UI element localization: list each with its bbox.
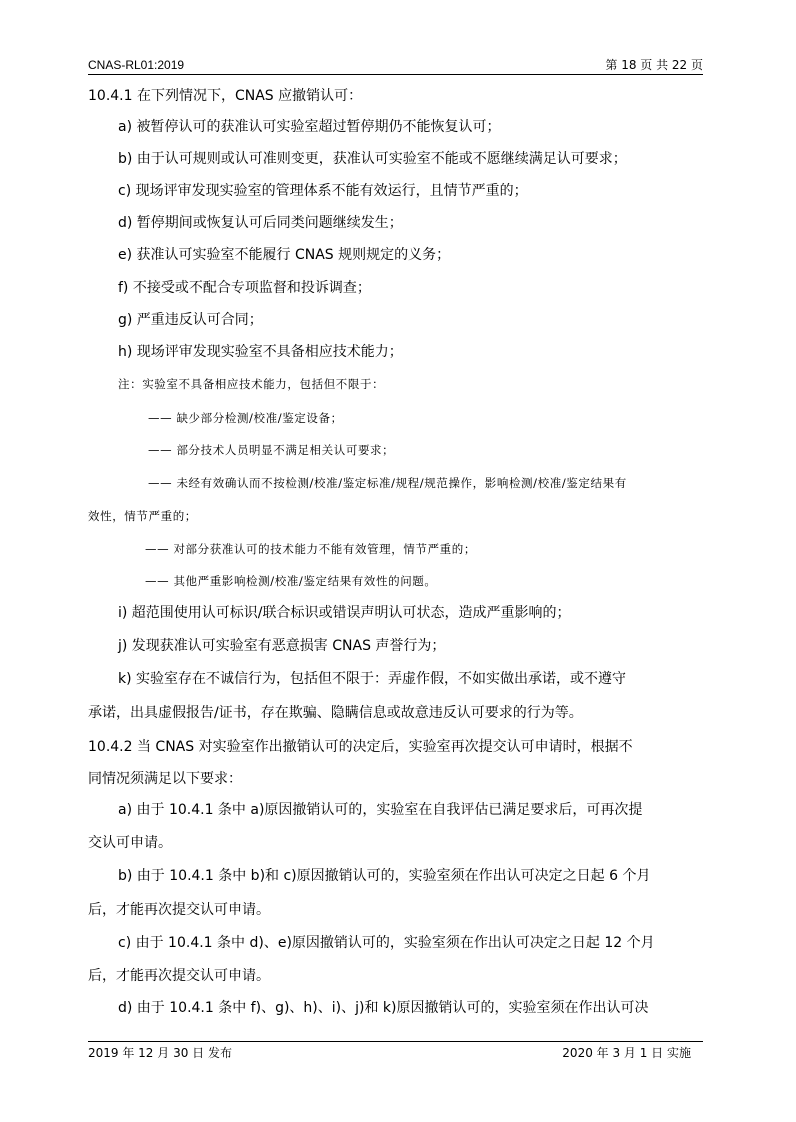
list-item-h: h) 现场评审发现实验室不具备相应技术能力； — [118, 344, 403, 360]
note-title: 注：实验室不具备相应技术能力，包括但不限于： — [118, 377, 385, 391]
note-item: —— 部分技术人员明显不满足相关认可要求； — [148, 443, 395, 457]
doc-code: CNAS-RL01:2019 — [88, 58, 185, 72]
note-item: —— 对部分获准认可的技术能力不能有效管理，情节严重的； — [145, 542, 476, 556]
list-item-i: i) 超范围使用认可标识/联合标识或错误声明认可状态，造成严重影响的； — [118, 605, 571, 621]
effective-date: 2020 年 3 月 1 日 实施 — [562, 1046, 691, 1060]
note-item: —— 缺少部分检测/校准/鉴定设备； — [148, 411, 343, 425]
list-item-c: c) 现场评审发现实验室的管理体系不能有效运行，且情节严重的； — [118, 183, 528, 199]
req-item-d: d) 由于 10.4.1 条中 f)、g)、h)、i)、j)和 k)原因撤销认可的，实验室须在作出认可决 — [118, 1000, 649, 1016]
list-item-k: k) 实验室存在不诚信行为，包括但不限于：弄虚作假，不如实做出承诺，或不遵守 — [118, 671, 627, 687]
req-item-b-continuation: 后，才能再次提交认可申请。 — [88, 902, 270, 918]
clause-10-4-1: 10.4.1 在下列情况下，CNAS 应撤销认可： — [88, 88, 363, 104]
page-number: 第 18 页 共 22 页 — [605, 58, 703, 72]
list-item-d: d) 暂停期间或恢复认可后同类问题继续发生； — [118, 215, 403, 231]
list-item-e: e) 获准认可实验室不能履行 CNAS 规则规定的义务； — [118, 247, 451, 263]
note-item-continuation: 效性，情节严重的； — [88, 509, 197, 523]
req-item-c: c) 由于 10.4.1 条中 d)、e)原因撤销认可的，实验室须在作出认可决定之日起 12 个月 — [118, 935, 655, 951]
req-item-a-continuation: 交认可申请。 — [88, 835, 172, 851]
list-item-g: g) 严重违反认可合同； — [118, 312, 263, 328]
req-item-a: a) 由于 10.4.1 条中 a)原因撤销认可的，实验室在自我评估已满足要求后，可再次提 — [118, 802, 643, 818]
list-item-j: j) 发现获准认可实验室有恶意损害 CNAS 声誉行为； — [118, 638, 446, 654]
list-item-f: f) 不接受或不配合专项监督和投诉调查； — [118, 280, 371, 296]
page-footer — [88, 1044, 703, 1062]
list-item-a: a) 被暂停认可的获准认可实验室超过暂停期仍不能恢复认可； — [118, 119, 501, 135]
header-rule — [88, 74, 703, 75]
footer-rule — [88, 1041, 703, 1042]
clause-10-4-2: 10.4.2 当 CNAS 对实验室作出撤销认可的决定后，实验室再次提交认可申请时，根据不 — [88, 739, 633, 755]
note-item: —— 未经有效确认而不按检测/校准/鉴定标准/规程/规范操作，影响检测/校准/鉴定结果有 — [148, 476, 627, 490]
list-item-k-continuation: 承诺，出具虚假报告/证书，存在欺骗、隐瞒信息或故意违反认可要求的行为等。 — [88, 705, 583, 721]
clause-10-4-2-continuation: 同情况须满足以下要求： — [88, 771, 242, 787]
issue-date: 2019 年 12 月 30 日 发布 — [88, 1046, 232, 1060]
req-item-c-continuation: 后，才能再次提交认可申请。 — [88, 968, 270, 984]
list-item-b: b) 由于认可规则或认可准则变更，获准认可实验室不能或不愿继续满足认可要求； — [118, 151, 627, 167]
page-header — [88, 56, 703, 74]
note-item: —— 其他严重影响检测/校准/鉴定结果有效性的问题。 — [145, 574, 437, 588]
req-item-b: b) 由于 10.4.1 条中 b)和 c)原因撤销认可的，实验室须在作出认可决定之日起 6 个月 — [118, 868, 651, 884]
